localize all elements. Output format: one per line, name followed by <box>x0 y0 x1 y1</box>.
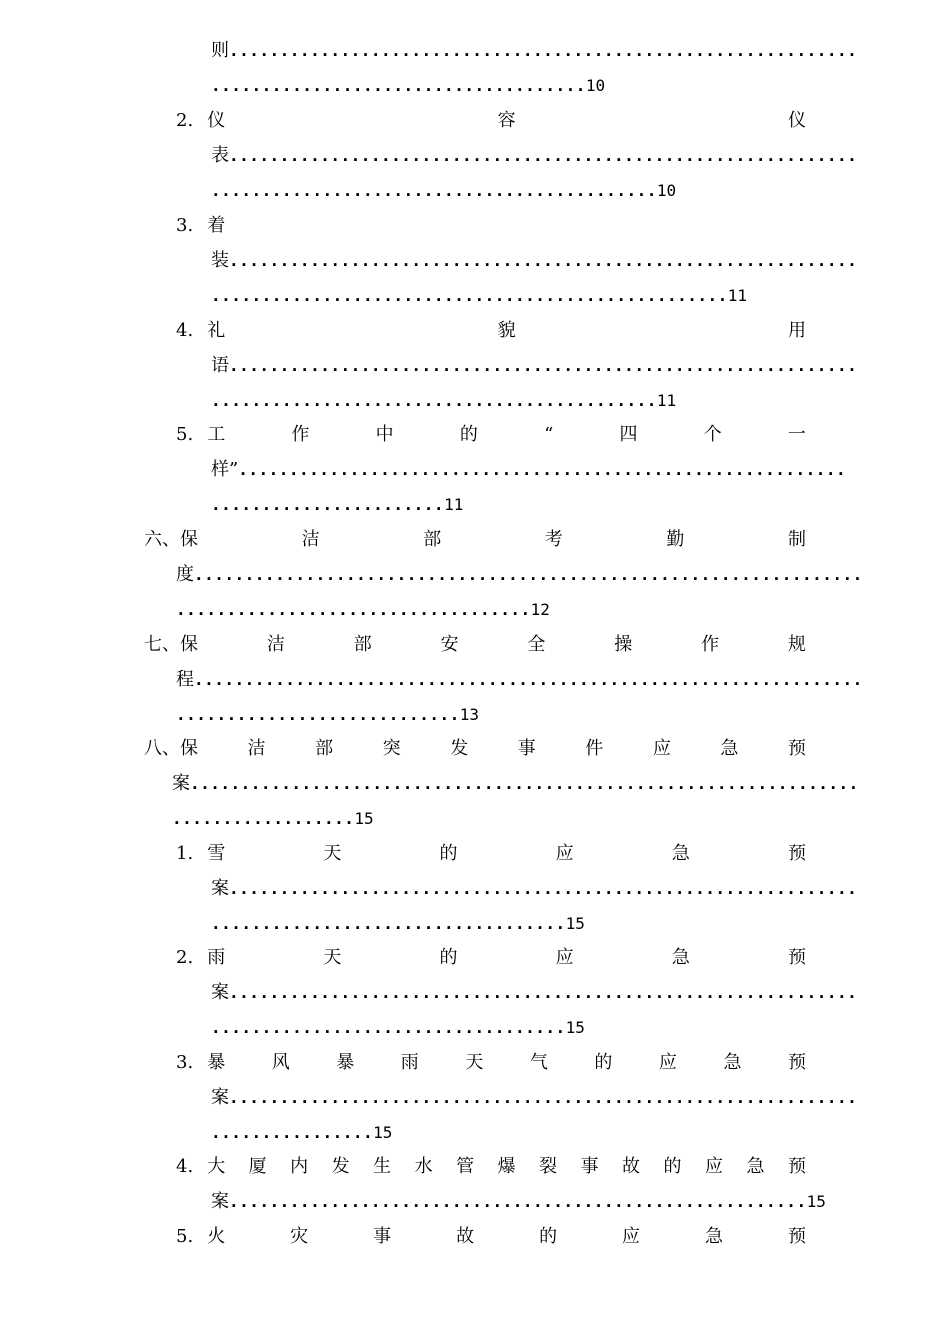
toc-page-number: 11 <box>656 391 677 410</box>
toc-page-number: 15 <box>565 914 585 933</box>
toc-char: 生 <box>373 1156 392 1177</box>
toc-char: 部 <box>353 634 372 655</box>
toc-line <box>211 248 858 274</box>
toc-heading-9 <box>176 841 806 867</box>
toc-number: 3. <box>176 215 194 236</box>
toc-page-number: 10 <box>585 76 606 95</box>
toc-char: 故 <box>622 1156 641 1177</box>
toc-heading-4 <box>176 318 806 344</box>
toc-page-number: 15 <box>806 1192 826 1211</box>
toc-char: 的 <box>594 1052 613 1073</box>
toc-heading-chars <box>180 527 806 553</box>
toc-char: 火 <box>207 1226 226 1247</box>
toc-char: 大 <box>207 1156 226 1177</box>
toc-number: 六、 <box>144 529 180 550</box>
toc-char: 爆 <box>497 1156 516 1177</box>
toc-char: 礼 <box>207 320 226 341</box>
toc-line <box>211 388 806 414</box>
toc-char: 貌 <box>497 320 516 341</box>
toc-heading-12 <box>176 1154 806 1180</box>
toc-line <box>211 1120 806 1146</box>
toc-char: 应 <box>658 1052 677 1073</box>
toc-char: 安 <box>440 634 459 655</box>
toc-char: 急 <box>723 1052 742 1073</box>
toc-char: 操 <box>614 634 633 655</box>
toc-char: 雨 <box>400 1052 419 1073</box>
toc-char: 仪 <box>788 110 806 131</box>
toc-line <box>176 597 806 623</box>
toc-char: 气 <box>529 1052 548 1073</box>
toc-heading-11 <box>176 1050 806 1076</box>
toc-line <box>211 353 858 379</box>
toc-char: 容 <box>497 110 516 131</box>
toc-dot-leader: ................................... <box>211 1018 566 1037</box>
toc-dot-leader: .............................................................. <box>229 983 858 1002</box>
toc-heading-chars <box>207 945 806 971</box>
toc-heading-5 <box>176 422 806 448</box>
toc-dot-leader: .............................................................. <box>229 356 858 375</box>
toc-dot-leader: ....................... <box>211 495 445 514</box>
toc-number: 4. <box>176 320 194 341</box>
toc-page-number: 11 <box>727 286 748 305</box>
toc-char: 的 <box>539 1226 558 1247</box>
toc-char: 案 <box>211 878 229 899</box>
toc-heading-chars <box>180 632 806 658</box>
toc-dot-leader: .............................................................. <box>229 879 858 898</box>
toc-char: 程 <box>176 669 194 690</box>
toc-char: 全 <box>527 634 546 655</box>
toc-line <box>211 178 806 204</box>
toc-char: 急 <box>746 1156 765 1177</box>
toc-char: 样” <box>211 459 239 480</box>
toc-char: 预 <box>787 843 806 864</box>
toc-char: 的 <box>663 1156 682 1177</box>
toc-char: 部 <box>315 738 334 759</box>
toc-dot-leader: .............................................................. <box>229 1088 858 1107</box>
toc-char: 规 <box>787 634 806 655</box>
toc-dot-leader: ............................................ <box>211 181 657 200</box>
toc-char: 天 <box>323 947 342 968</box>
toc-heading-2 <box>176 108 806 134</box>
toc-char: 应 <box>555 843 574 864</box>
toc-char: 事 <box>517 738 536 759</box>
toc-dot-leader: .................. <box>172 809 355 828</box>
toc-char: 勤 <box>666 529 685 550</box>
toc-number: 5. <box>176 424 194 445</box>
toc-char: 应 <box>622 1226 641 1247</box>
toc-char: 洁 <box>247 738 266 759</box>
toc-char: 个 <box>703 424 722 445</box>
toc-char: 暴 <box>207 1052 226 1073</box>
toc-char: 洁 <box>301 529 320 550</box>
toc-page-number: 13 <box>459 705 479 724</box>
toc-line <box>211 143 858 169</box>
toc-page-number: 15 <box>354 809 374 828</box>
toc-char: 洁 <box>266 634 285 655</box>
toc-line <box>211 492 806 518</box>
toc-char: “ <box>544 424 554 445</box>
toc-heading-7 <box>144 632 806 658</box>
toc-number: 4. <box>176 1156 194 1177</box>
toc-char: 案 <box>211 1087 229 1108</box>
toc-char: 事 <box>580 1156 599 1177</box>
toc-page-number: 15 <box>373 1123 393 1142</box>
toc-char: 灾 <box>290 1226 309 1247</box>
toc-char: 一 <box>787 424 806 445</box>
toc-char: 内 <box>290 1156 309 1177</box>
toc-dot-leader: ................ <box>211 1123 374 1142</box>
toc-page-number: 11 <box>444 495 464 514</box>
toc-char: 预 <box>787 1052 806 1073</box>
toc-number: 2. <box>176 947 194 968</box>
toc-line <box>211 1085 858 1111</box>
toc-char: 厦 <box>248 1156 267 1177</box>
toc-char: 中 <box>375 424 394 445</box>
toc-line <box>211 1015 806 1041</box>
toc-dot-leader: ..................................... <box>211 76 586 95</box>
toc-char: 四 <box>619 424 638 445</box>
toc-line <box>176 562 863 588</box>
toc-dot-leader: .................................................................. <box>194 565 863 584</box>
toc-char: 表 <box>211 145 229 166</box>
toc-dot-leader: .............................................................. <box>229 41 858 60</box>
toc-char: 预 <box>787 947 806 968</box>
toc-char: 语 <box>211 355 229 376</box>
toc-char: 管 <box>456 1156 475 1177</box>
toc-char: 则 <box>211 40 229 61</box>
toc-char: 作 <box>291 424 310 445</box>
toc-char: 风 <box>271 1052 290 1073</box>
toc-number: 八、 <box>144 738 180 759</box>
toc-char: 应 <box>555 947 574 968</box>
toc-heading-13 <box>176 1224 806 1250</box>
toc-line <box>211 73 806 99</box>
toc-dot-leader: .................................................................. <box>194 670 863 689</box>
toc-heading-chars <box>207 318 806 344</box>
toc-line <box>176 667 863 693</box>
toc-char: 暴 <box>336 1052 355 1073</box>
toc-dot-leader: ......................................................... <box>229 1192 807 1211</box>
toc-char: 着 <box>207 215 226 236</box>
toc-heading-chars <box>207 1154 806 1180</box>
toc-line <box>211 1189 826 1215</box>
toc-dot-leader: ............................................ <box>211 391 657 410</box>
toc-number: 七、 <box>144 634 180 655</box>
toc-char: 的 <box>439 843 458 864</box>
toc-page-number: 12 <box>530 600 550 619</box>
toc-char: 作 <box>701 634 720 655</box>
toc-char: 预 <box>787 1226 806 1247</box>
toc-char: 预 <box>787 1156 806 1177</box>
toc-char: 事 <box>373 1226 392 1247</box>
toc-heading-10 <box>176 945 806 971</box>
toc-char: 案 <box>211 1191 229 1212</box>
toc-number: 3. <box>176 1052 194 1073</box>
toc-char: 的 <box>439 947 458 968</box>
toc-line <box>211 876 858 902</box>
toc-number: 2. <box>176 110 194 131</box>
toc-heading-chars <box>207 1050 806 1076</box>
toc-char: 用 <box>788 320 806 341</box>
toc-char: 急 <box>705 1226 723 1247</box>
toc-dot-leader: ............................................................ <box>238 460 847 479</box>
toc-dot-leader: ............................ <box>176 705 460 724</box>
toc-char: 件 <box>585 738 604 759</box>
toc-dot-leader: ................................................... <box>211 286 728 305</box>
toc-number: 1. <box>176 843 194 864</box>
toc-heading-3 <box>176 213 806 239</box>
toc-heading-8 <box>144 736 806 762</box>
toc-char: 制 <box>787 529 806 550</box>
toc-heading-6 <box>144 527 806 553</box>
toc-char: 雪 <box>207 843 226 864</box>
toc-char: 发 <box>331 1156 350 1177</box>
toc-page-number: 15 <box>565 1018 585 1037</box>
toc-char: 天 <box>323 843 342 864</box>
toc-line <box>172 806 806 832</box>
toc-char: 应 <box>652 738 671 759</box>
toc-char: 裂 <box>539 1156 558 1177</box>
toc-heading-chars <box>207 422 806 448</box>
toc-char: 工 <box>207 424 226 445</box>
toc-dot-leader: .............................................................. <box>229 146 858 165</box>
toc-line <box>176 702 806 728</box>
toc-char: 保 <box>180 634 198 655</box>
toc-dot-leader: .................................................................. <box>190 774 859 793</box>
toc-line <box>211 457 847 483</box>
toc-char: 突 <box>382 738 401 759</box>
toc-line <box>211 38 858 64</box>
toc-char: 水 <box>414 1156 433 1177</box>
toc-line <box>172 771 859 797</box>
toc-dot-leader: ................................... <box>211 914 566 933</box>
toc-char: 保 <box>180 529 198 550</box>
toc-char: 发 <box>450 738 469 759</box>
toc-dot-leader: ................................... <box>176 600 531 619</box>
toc-line <box>211 980 858 1006</box>
toc-char: 急 <box>671 843 690 864</box>
toc-char: 急 <box>671 947 690 968</box>
toc-char: 保 <box>180 738 198 759</box>
toc-char: 天 <box>465 1052 484 1073</box>
toc-char: 急 <box>720 738 739 759</box>
toc-char: 装 <box>211 250 229 271</box>
toc-char: 案 <box>172 773 190 794</box>
toc-heading-chars <box>207 108 806 134</box>
toc-char: 部 <box>423 529 442 550</box>
toc-char: 应 <box>705 1156 723 1177</box>
toc-page-number: 10 <box>656 181 677 200</box>
toc-number: 5. <box>176 1226 194 1247</box>
toc-line <box>211 283 806 309</box>
toc-char: 度 <box>176 564 194 585</box>
toc-char: 考 <box>544 529 563 550</box>
toc-char: 的 <box>459 424 478 445</box>
toc-line <box>211 911 806 937</box>
toc-char: 仪 <box>207 110 226 131</box>
toc-char: 故 <box>456 1226 475 1247</box>
toc-heading-chars <box>180 736 806 762</box>
toc-dot-leader: .............................................................. <box>229 251 858 270</box>
toc-char: 预 <box>787 738 806 759</box>
toc-char: 雨 <box>207 947 226 968</box>
toc-heading-chars <box>207 841 806 867</box>
toc-heading-chars <box>207 1224 806 1250</box>
toc-char: 案 <box>211 982 229 1003</box>
